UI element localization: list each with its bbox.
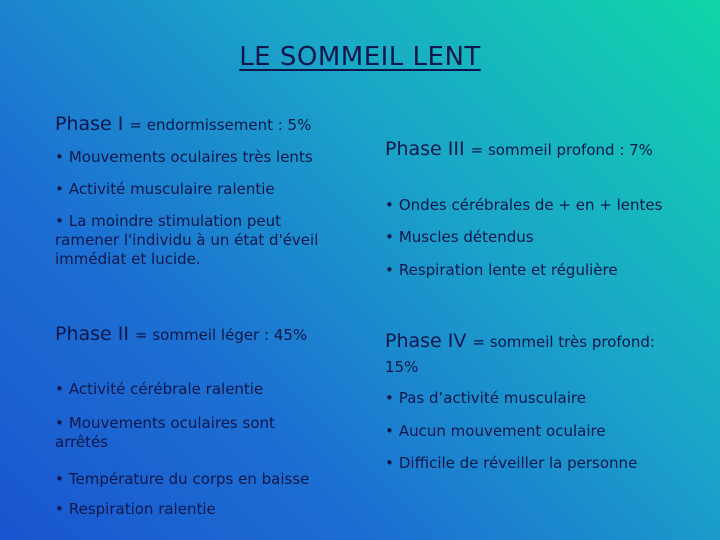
- phase-2-description: = sommeil léger : 45%: [135, 326, 308, 344]
- phase-3-description: = sommeil profond : 7%: [470, 141, 653, 159]
- phase-2-label: Phase II: [55, 323, 129, 345]
- phase-1-heading: [55, 112, 365, 137]
- phase-2-heading: [55, 322, 330, 347]
- phase-1-bullet-1: • Mouvements oculaires très lents: [55, 148, 313, 166]
- phase-3-heading: [385, 137, 700, 162]
- phase-4-label: Phase IV: [385, 330, 467, 352]
- phase-3-label: Phase III: [385, 138, 465, 160]
- phase-4-bullet-1: • Pas d’activité musculaire: [385, 389, 586, 407]
- phase-1-label: Phase I: [55, 113, 124, 135]
- phase-1-block: [55, 112, 365, 137]
- phase-2-block: [55, 322, 330, 347]
- phase-3-block: [385, 137, 700, 162]
- phase-2-bullet-4: • Respiration ralentie: [55, 500, 216, 518]
- phase-4-bullet-3: • Difficile de réveiller la personne: [385, 454, 638, 472]
- phase-2-bullet-1: • Activité cérébrale ralentie: [55, 380, 264, 398]
- phase-4-bullet-2: • Aucun mouvement oculaire: [385, 422, 606, 440]
- phase-2-bullet-3: • Température du corps en baisse: [55, 470, 310, 488]
- phase-3-bullet-2: • Muscles détendus: [385, 228, 534, 246]
- phase-1-bullet-3: • La moindre stimulation peut ramener l'individu à un état d'éveil immédiat et lucide.: [55, 212, 319, 268]
- phase-1-description: = endormissement : 5%: [129, 116, 312, 134]
- phase-3-bullet-1: • Ondes cérébrales de + en + lentes: [385, 196, 663, 214]
- phase-4-description: = sommeil très profond: 15%: [385, 333, 655, 376]
- phase-4-heading: [385, 329, 675, 379]
- phase-2-bullet-2: • Mouvements oculaires sont arrêtés: [55, 414, 275, 451]
- phase-1-bullet-2: • Activité musculaire ralentie: [55, 180, 275, 198]
- phase-3-bullet-3: • Respiration lente et régulière: [385, 261, 618, 279]
- slide-title: LE SOMMEIL LENT: [239, 42, 481, 72]
- phase-4-block: [385, 329, 675, 379]
